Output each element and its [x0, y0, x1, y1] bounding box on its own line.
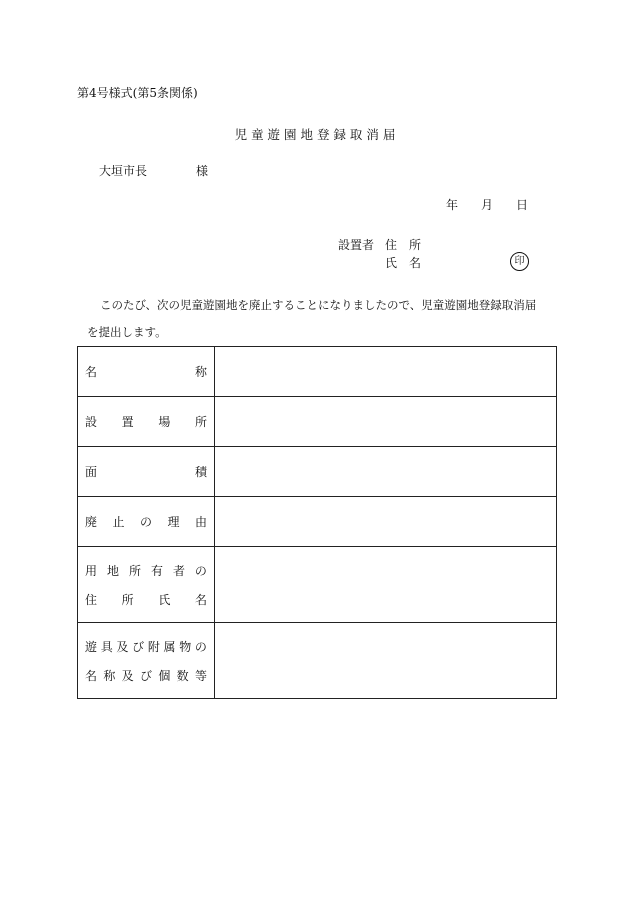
field-label-line	[78, 413, 214, 430]
field-label-char: 及	[121, 668, 134, 683]
date-day: 日	[516, 198, 529, 212]
field-label-char: 称	[194, 365, 207, 379]
table-row	[78, 397, 557, 447]
field-label-char: び	[132, 639, 145, 654]
field-label-char: 具	[100, 639, 113, 654]
field-value-blank[interactable]	[215, 447, 557, 497]
table-row	[78, 497, 557, 547]
field-label-line	[78, 363, 214, 380]
field-label-char: 氏	[158, 592, 171, 607]
field-label-char: 積	[194, 465, 207, 479]
document-title: 児 童 遊 園 地 登 録 取 消 届	[234, 127, 396, 142]
field-label-char: の	[194, 563, 207, 578]
field-label-line	[78, 463, 214, 480]
field-label-char: 所	[128, 563, 141, 578]
field-label	[78, 497, 215, 547]
addressee-name: 大垣市長	[99, 164, 148, 178]
addressee-honorific: 様	[196, 164, 209, 178]
date-month: 月	[481, 198, 494, 212]
table-row	[78, 347, 557, 397]
field-label-char: 者	[172, 563, 185, 578]
field-label-line	[78, 591, 214, 608]
field-label	[78, 447, 215, 497]
body-text-line1: このたび、次の児童遊園地を廃止することになりましたので、児童遊園地登録取消届	[100, 298, 537, 312]
field-value-blank[interactable]	[215, 397, 557, 447]
field-label-char: 数	[176, 668, 189, 683]
field-label-char: 附	[147, 639, 160, 654]
field-label-line	[78, 667, 214, 684]
field-label-char: 等	[194, 668, 207, 683]
field-label-char: 名	[194, 592, 207, 607]
field-label-char: 有	[150, 563, 163, 578]
field-value-blank[interactable]	[215, 347, 557, 397]
form-reference: 第4号様式(第5条関係)	[77, 86, 198, 100]
field-label-char: の	[194, 639, 207, 654]
applicant-address-label: 住 所	[385, 238, 422, 252]
field-label-char: の	[139, 515, 152, 529]
field-label	[78, 397, 215, 447]
field-value-blank[interactable]	[215, 497, 557, 547]
table-row	[78, 547, 557, 623]
field-label-char: 物	[179, 639, 192, 654]
table-row	[78, 447, 557, 497]
field-label-char: 所	[194, 415, 207, 429]
field-label-char: 属	[163, 639, 176, 654]
field-label-char: 名	[85, 365, 98, 379]
field-label-char: 場	[158, 415, 171, 429]
applicant-label: 設置者	[338, 238, 375, 252]
field-label-char: び	[139, 668, 152, 683]
field-label-line	[78, 638, 214, 655]
field-label-char: 設	[85, 415, 98, 429]
field-label	[78, 623, 215, 699]
field-label-char: 廃	[85, 515, 98, 529]
field-label-char: 所	[121, 592, 134, 607]
field-label-char: 名	[85, 668, 98, 683]
field-value-blank[interactable]	[215, 547, 557, 623]
field-label-char: 由	[194, 515, 207, 529]
date-year: 年	[446, 198, 459, 212]
registration-cancel-table	[77, 346, 557, 699]
field-label	[78, 547, 215, 623]
table-row	[78, 623, 557, 699]
field-label-char: 及	[116, 639, 129, 654]
body-text-line2: を提出します。	[87, 325, 167, 339]
field-label-line	[78, 562, 214, 579]
field-label-char: 地	[106, 563, 119, 578]
field-label-char: 置	[121, 415, 134, 429]
field-label-char: 用	[85, 563, 98, 578]
field-label	[78, 347, 215, 397]
field-label-char: 面	[85, 465, 98, 479]
field-label-char: 称	[103, 668, 116, 683]
field-label-char: 住	[85, 592, 98, 607]
field-value-blank[interactable]	[215, 623, 557, 699]
field-label-char: 遊	[85, 639, 98, 654]
seal-mark: 印	[510, 252, 529, 271]
field-label-char: 個	[158, 668, 171, 683]
field-label-line	[78, 513, 214, 530]
applicant-name-label: 氏 名	[385, 256, 422, 270]
field-label-char: 止	[112, 515, 125, 529]
field-label-char: 理	[167, 515, 180, 529]
